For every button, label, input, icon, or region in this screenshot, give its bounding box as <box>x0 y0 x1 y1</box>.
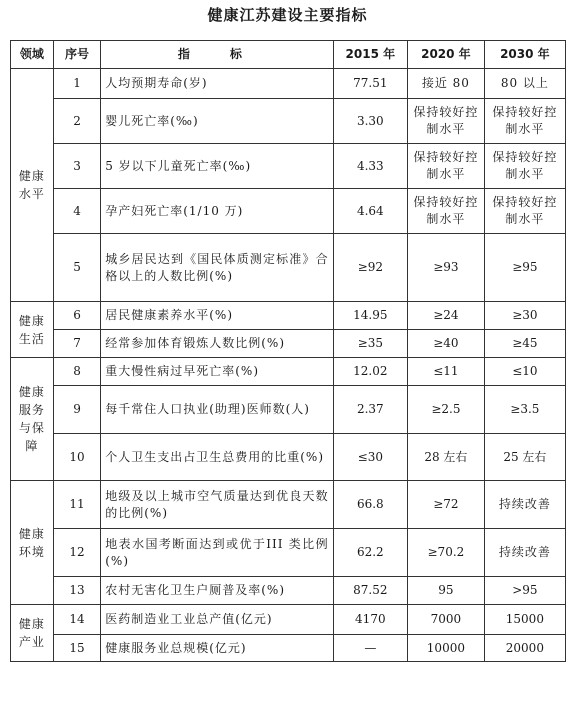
row-indicator: 城乡居民达到《国民体质测定标准》合格以上的人数比例(%) <box>101 234 333 302</box>
row-2030: 15000 <box>484 605 565 635</box>
row-number: 8 <box>53 358 100 386</box>
header-2015: 2015 年 <box>333 41 407 69</box>
row-2020: ≥24 <box>408 302 485 330</box>
table-row <box>11 635 566 662</box>
row-2015: 4.33 <box>333 144 407 189</box>
row-2020: 95 <box>408 577 485 605</box>
table-row <box>11 577 566 605</box>
row-2015: 14.95 <box>333 302 407 330</box>
indicators-table <box>10 40 566 662</box>
table-row <box>11 189 566 234</box>
row-2030: 20000 <box>484 635 565 662</box>
row-2030: ≤10 <box>484 358 565 386</box>
row-indicator: 5 岁以下儿童死亡率(‰) <box>101 144 333 189</box>
row-2015: 77.51 <box>333 69 407 99</box>
row-2020: 28 左右 <box>408 434 485 481</box>
table-row <box>11 434 566 481</box>
domain-cell-health-level: 健康水平 <box>11 69 54 302</box>
row-2015: ≥92 <box>333 234 407 302</box>
row-2020: ≥2.5 <box>408 386 485 434</box>
domain-cell-health-service: 健康服务与保障 <box>11 358 54 481</box>
row-indicator: 孕产妇死亡率(1/10 万) <box>101 189 333 234</box>
row-2020: ≥72 <box>408 481 485 529</box>
row-2020: 保持较好控制水平 <box>408 99 485 144</box>
row-number: 6 <box>53 302 100 330</box>
header-number: 序号 <box>53 41 100 69</box>
row-number: 3 <box>53 144 100 189</box>
row-2020: ≤11 <box>408 358 485 386</box>
header-2020: 2020 年 <box>408 41 485 69</box>
row-indicator: 健康服务业总规模(亿元) <box>101 635 333 662</box>
row-indicator: 人均预期寿命(岁) <box>101 69 333 99</box>
table-row <box>11 144 566 189</box>
page-title: 健康江苏建设主要指标 <box>207 6 368 24</box>
row-indicator: 居民健康素养水平(%) <box>101 302 333 330</box>
row-2030: ≥30 <box>484 302 565 330</box>
row-2030: 25 左右 <box>484 434 565 481</box>
row-number: 7 <box>53 330 100 358</box>
row-indicator: 经常参加体育锻炼人数比例(%) <box>101 330 333 358</box>
row-number: 4 <box>53 189 100 234</box>
row-number: 14 <box>53 605 100 635</box>
row-2020: 10000 <box>408 635 485 662</box>
row-number: 5 <box>53 234 100 302</box>
row-2020: 7000 <box>408 605 485 635</box>
table-row <box>11 234 566 302</box>
row-2020: 保持较好控制水平 <box>408 144 485 189</box>
row-2030: ≥45 <box>484 330 565 358</box>
table-row <box>11 302 566 330</box>
table-row <box>11 529 566 577</box>
header-2030: 2030 年 <box>484 41 565 69</box>
row-2015: 12.02 <box>333 358 407 386</box>
row-2020: 接近 80 <box>408 69 485 99</box>
row-2030: 持续改善 <box>484 529 565 577</box>
row-2015: 2.37 <box>333 386 407 434</box>
row-number: 15 <box>53 635 100 662</box>
row-indicator: 医药制造业工业总产值(亿元) <box>101 605 333 635</box>
domain-cell-health-life: 健康生活 <box>11 302 54 358</box>
row-2015: 3.30 <box>333 99 407 144</box>
table-row <box>11 330 566 358</box>
row-number: 9 <box>53 386 100 434</box>
row-indicator: 地表水国考断面达到或优于III 类比例(%) <box>101 529 333 577</box>
table-row <box>11 358 566 386</box>
row-2015: 62.2 <box>333 529 407 577</box>
row-2030: ≥3.5 <box>484 386 565 434</box>
row-2030: 保持较好控制水平 <box>484 144 565 189</box>
domain-cell-health-environment: 健康环境 <box>11 481 54 605</box>
row-number: 1 <box>53 69 100 99</box>
row-2030: 保持较好控制水平 <box>484 99 565 144</box>
row-2015: 4170 <box>333 605 407 635</box>
row-2030: >95 <box>484 577 565 605</box>
table-header-row <box>11 41 566 69</box>
row-indicator: 重大慢性病过早死亡率(%) <box>101 358 333 386</box>
row-2020: 保持较好控制水平 <box>408 189 485 234</box>
row-2015: — <box>333 635 407 662</box>
table-row <box>11 481 566 529</box>
row-indicator: 婴儿死亡率(‰) <box>101 99 333 144</box>
domain-cell-health-industry: 健康产业 <box>11 605 54 662</box>
row-2015: 4.64 <box>333 189 407 234</box>
table-row <box>11 69 566 99</box>
row-number: 10 <box>53 434 100 481</box>
row-2020: ≥40 <box>408 330 485 358</box>
header-indicator: 指 标 <box>101 41 333 69</box>
row-2020: ≥70.2 <box>408 529 485 577</box>
table-row <box>11 386 566 434</box>
row-2020: ≥93 <box>408 234 485 302</box>
row-number: 12 <box>53 529 100 577</box>
row-indicator: 地级及以上城市空气质量达到优良天数的比例(%) <box>101 481 333 529</box>
row-indicator: 每千常住人口执业(助理)医师数(人) <box>101 386 333 434</box>
row-number: 13 <box>53 577 100 605</box>
row-2030: 保持较好控制水平 <box>484 189 565 234</box>
table-row <box>11 99 566 144</box>
row-2015: ≤30 <box>333 434 407 481</box>
row-2015: 66.8 <box>333 481 407 529</box>
row-2030: ≥95 <box>484 234 565 302</box>
header-domain: 领域 <box>11 41 54 69</box>
row-indicator: 农村无害化卫生户厕普及率(%) <box>101 577 333 605</box>
row-2030: 持续改善 <box>484 481 565 529</box>
row-indicator: 个人卫生支出占卫生总费用的比重(%) <box>101 434 333 481</box>
table-row <box>11 605 566 635</box>
row-2015: 87.52 <box>333 577 407 605</box>
row-number: 11 <box>53 481 100 529</box>
row-number: 2 <box>53 99 100 144</box>
row-2015: ≥35 <box>333 330 407 358</box>
row-2030: 80 以上 <box>484 69 565 99</box>
